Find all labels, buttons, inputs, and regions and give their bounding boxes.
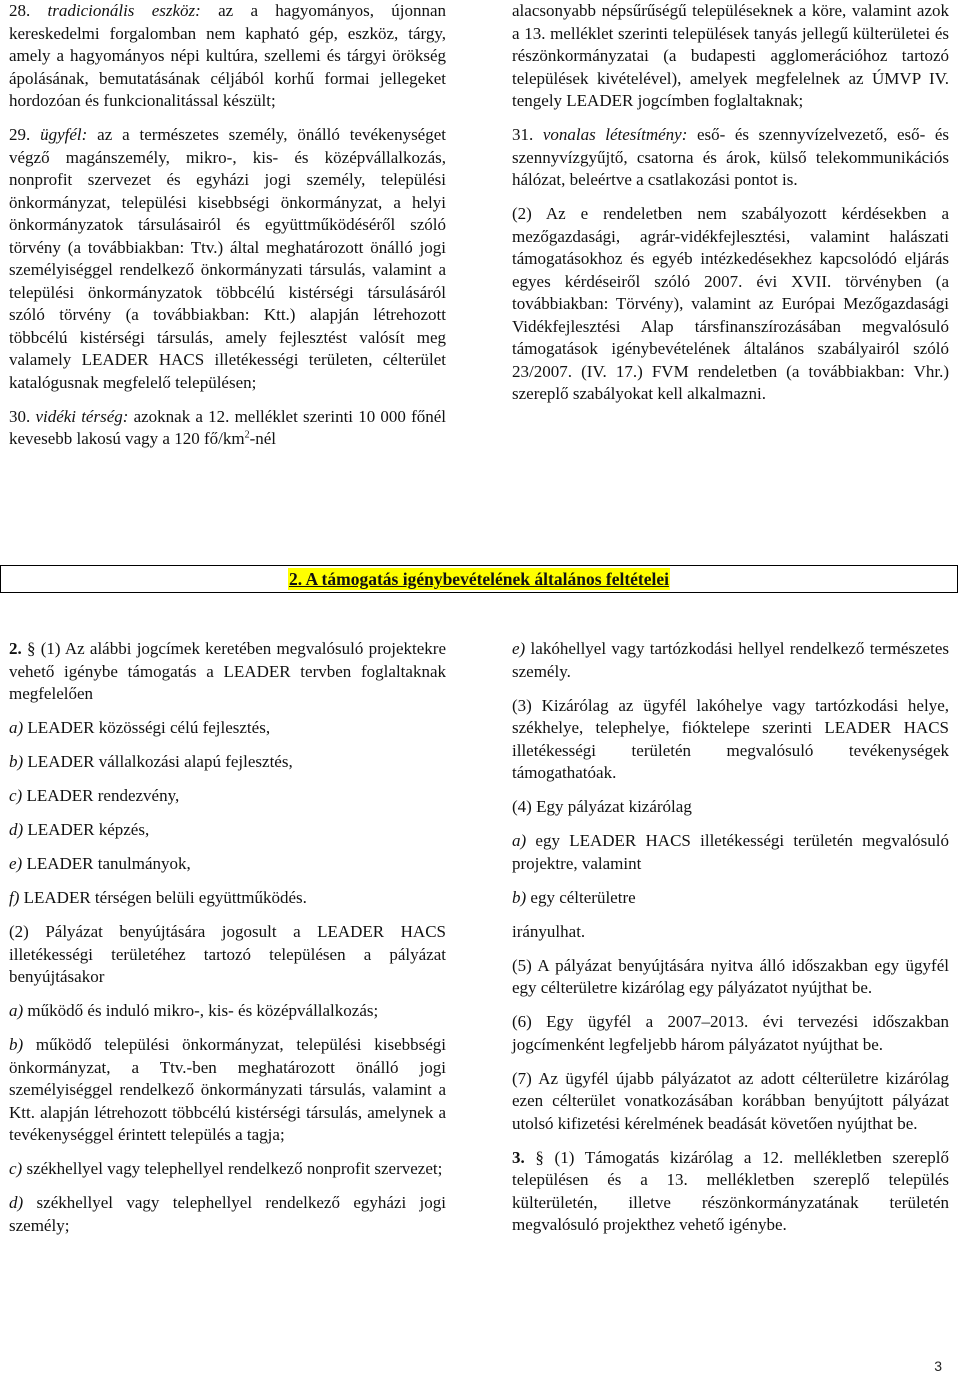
list-item — [512, 638, 949, 683]
list-item-letter: d) — [9, 1193, 24, 1212]
paragraph-4-tail — [512, 921, 949, 944]
list-item — [512, 887, 949, 910]
list-item — [9, 819, 446, 842]
paragraph-2 — [512, 203, 949, 406]
definition-term: ügyfél: — [40, 125, 88, 144]
list-item — [9, 1000, 446, 1023]
section-heading: 2. A támogatás igénybevételének általános feltételei — [288, 568, 670, 589]
list-item-text: LEADER térségen belüli együttműködés. — [19, 888, 307, 907]
list-item — [9, 1192, 446, 1237]
list-item-text: egy célterületre — [526, 887, 636, 907]
definition-text: eső- és szennyvízelvezető, eső- és szennyvízgyűjtő, csatorna és árok, külső telekommunikációs hálózat, beleértve a csatlakozási pontot is. — [512, 125, 950, 189]
paragraph-text: (6) Egy ügyfél a 2007–2013. évi tervezési időszakban jogcímenként legfeljebb három pályázatot nyújthat be. — [512, 1012, 949, 1054]
list-item-text: egy LEADER HACS illetékességi területén megvalósuló projektre, valamint — [512, 831, 949, 873]
list-item-letter: b) — [512, 887, 527, 907]
list-item-letter: b) — [9, 1035, 24, 1054]
top-right-column — [512, 0, 949, 417]
list-item-text: LEADER közösségi célú fejlesztés, — [23, 718, 271, 737]
definition-31 — [512, 124, 949, 192]
section-heading-box — [0, 565, 958, 593]
page-number: 3 — [934, 1358, 942, 1374]
paragraph-text: (1) Az alábbi jogcímek keretében megvalósuló projektekre vehető igénybe támogatás a LEADER tervben foglaltaknak megfelelően — [9, 639, 447, 703]
paragraph-text: (2) Az e rendeletben nem szabályozott kérdésekben a mezőgazdasági, agrár-vidékfejlesztési, valamint halászati támogatásokhoz és egyéb intézkedésekhez kapcsolódó eljárás egyes kérdéseiről szóló 2007. évi XVII. törvényben (a továbbiakban: Törvény), valamint az Európai Mezőgazdasági Vidékfejlesztési Alap társfinanszírozásában megvalósuló támogatások igénybevételének általános szabályairól szóló 23/2007. (IV. 17.) FVM rendeletben (a továbbiakban: Vhr.) szereplő szabályokat kell alkalmazni. — [512, 204, 949, 403]
list-item-letter: f) — [9, 888, 20, 907]
list-item — [9, 785, 446, 808]
list-item-text: LEADER képzés, — [23, 820, 150, 839]
list-item-letter: b) — [9, 752, 24, 771]
section-number: 2. — [9, 639, 22, 658]
list-item-letter: e) — [9, 854, 23, 873]
list-item-text: székhellyel vagy telephellyel rendelkező nonprofit szervezet; — [22, 1159, 443, 1178]
definition-number: 29. — [9, 125, 31, 144]
definition-text: azoknak a 12. melléklet szerinti 10 000 főnél kevesebb lakosú vagy a 120 fő/km — [9, 406, 447, 448]
paragraph-7 — [512, 1068, 949, 1136]
bottom-left-column — [9, 638, 446, 1249]
paragraph-text: (1) Támogatás kizárólag a 12. mellékletben szereplő településen és a 13. mellékletben szereplő település külterületén, illetve részönkormányzatának területén megvalósuló projekthez vehető igénybe. — [512, 1147, 950, 1234]
list-item-letter: c) — [9, 1159, 23, 1178]
definition-term: tradicionális eszköz: — [47, 1, 201, 20]
list-item-text: székhellyel vagy telephellyel rendelkező egyházi jogi személy; — [9, 1193, 446, 1235]
list-item-text: LEADER vállalkozási alapú fejlesztés, — [23, 752, 293, 771]
superscript: 2 — [244, 429, 250, 441]
list-item — [9, 1158, 446, 1181]
section-sign: § — [27, 639, 36, 658]
definition-text: az a természetes személy, önálló tevékenységet végző magánszemély, mikro-, kis- és középvállalkozás, nonprofit szervezet és egyházi jogi személy, települési önkormányzat, települési kisebbségi önkormányzat, a helyi önkormányzatok társulásairól és együttműködéséről szóló törvény (a továbbiakban: Ttv.) által meghatározott önálló jogi személyiséggel rendelkező önkormányzati társulás, valamint a települési önkormányzatok többcélú kistérségi társulásáról szóló törvény (a továbbiakban: Ktt.) alapján létrehozott többcélú kistérségi társulás, amely fejlesztést valósít meg valamely LEADER HACS illetékességi területen, célterület katalógusnak megfelelő településen; — [9, 125, 446, 392]
paragraph-text: (2) Pályázat benyújtására jogosult a LEADER HACS illetékességi területéhez tartozó településen a pályázat benyújtásakor — [9, 922, 446, 986]
list-item-letter: a) — [9, 718, 24, 737]
definition-text: alacsonyabb népsűrűségű településeknek a köre, valamint azok a 13. melléklet szerinti települések tanyás jellegű külterületei és részönkormányzatai (a budapesti agglomerációhoz tartozó települések kivételével), amelyek megfelelnek az ÚMVP IV. tengely LEADER jogcímben foglaltaknak; — [512, 1, 949, 110]
list-item-text: LEADER tanulmányok, — [22, 854, 191, 873]
definition-term: vonalas létesítmény: — [542, 125, 688, 144]
list-item-letter: a) — [9, 1001, 24, 1020]
bottom-right-column — [512, 638, 949, 1248]
list-item — [9, 853, 446, 876]
definition-text-tail: -nél — [249, 429, 277, 448]
paragraph-text: irányulhat. — [512, 921, 586, 941]
list-item-letter: a) — [512, 831, 527, 850]
paragraph-4 — [512, 796, 949, 819]
section-sign: § — [535, 1147, 544, 1167]
paragraph-text: (4) Egy pályázat kizárólag — [512, 797, 692, 816]
list-item — [512, 830, 949, 875]
top-left-column — [9, 0, 446, 462]
definition-text: az a hagyományos, újonnan kereskedelmi forgalomban nem kapható gép, eszköz, tárgy, amely a hagyományos népi kultúra, szellemi és tárgyi örökség ápolásának, bemutatásának céljából korhű formai jellegeket hordozóan és funkcionalitással készült; — [9, 1, 447, 110]
paragraph-6 — [512, 1011, 949, 1056]
list-item-text: működő és induló mikro-, kis- és középvállalkozás; — [23, 1001, 379, 1020]
definition-28 — [9, 0, 446, 113]
definition-number: 30. — [9, 406, 31, 426]
definition-30 — [9, 406, 446, 451]
list-item — [9, 751, 446, 774]
definition-30-continued — [512, 0, 949, 113]
list-item-letter: e) — [512, 639, 526, 658]
definition-number: 28. — [9, 1, 31, 20]
section-number: 3. — [512, 1147, 525, 1167]
list-item — [9, 717, 446, 740]
paragraph-5 — [512, 955, 949, 1000]
list-item-letter: c) — [9, 786, 23, 805]
paragraph-3 — [512, 695, 949, 785]
definition-term: vidéki térség: — [35, 406, 129, 426]
list-item — [9, 887, 446, 910]
paragraph-text: (5) A pályázat benyújtására nyitva álló időszakban egy ügyfél egy célterületre kizárólag egy pályázatot nyújthat be. — [512, 955, 949, 997]
list-item-letter: d) — [9, 820, 24, 839]
list-item-text: LEADER rendezvény, — [22, 786, 180, 805]
paragraph-text: (7) Az ügyfél újabb pályázatot az adott célterületre kizárólag ezen célterület vonatkozásában korábban benyújtott pályázat utolsó kifizetési kérelmének beadását követően nyújthat be. — [512, 1068, 949, 1133]
list-item-text: működő települési önkormányzat, települési kisebbségi önkormányzat, a Ttv.-ben meghatározott önálló jogi személyiséggel rendelkező önkormányzati társulás, valamint a Ktt. alapján létrehozott többcélú kistérségi társulás, amelynek a tevékenységgel érintett település a tagja; — [9, 1035, 446, 1144]
definition-29 — [9, 124, 446, 394]
section-3-paragraph-1 — [512, 1147, 949, 1237]
definition-number: 31. — [512, 125, 534, 144]
section-2-paragraph-1 — [9, 638, 446, 706]
paragraph-text: (3) Kizárólag az ügyfél lakóhelye vagy tartózkodási helye, székhelye, telephelye, fióktelepe szerinti LEADER HACS illetékességi területén megvalósuló tevékenységek támogathatóak. — [512, 695, 949, 782]
list-item — [9, 1034, 446, 1147]
list-item-text: lakóhellyel vagy tartózkodási hellyel rendelkező természetes személy. — [512, 639, 949, 681]
section-2-paragraph-2 — [9, 921, 446, 989]
